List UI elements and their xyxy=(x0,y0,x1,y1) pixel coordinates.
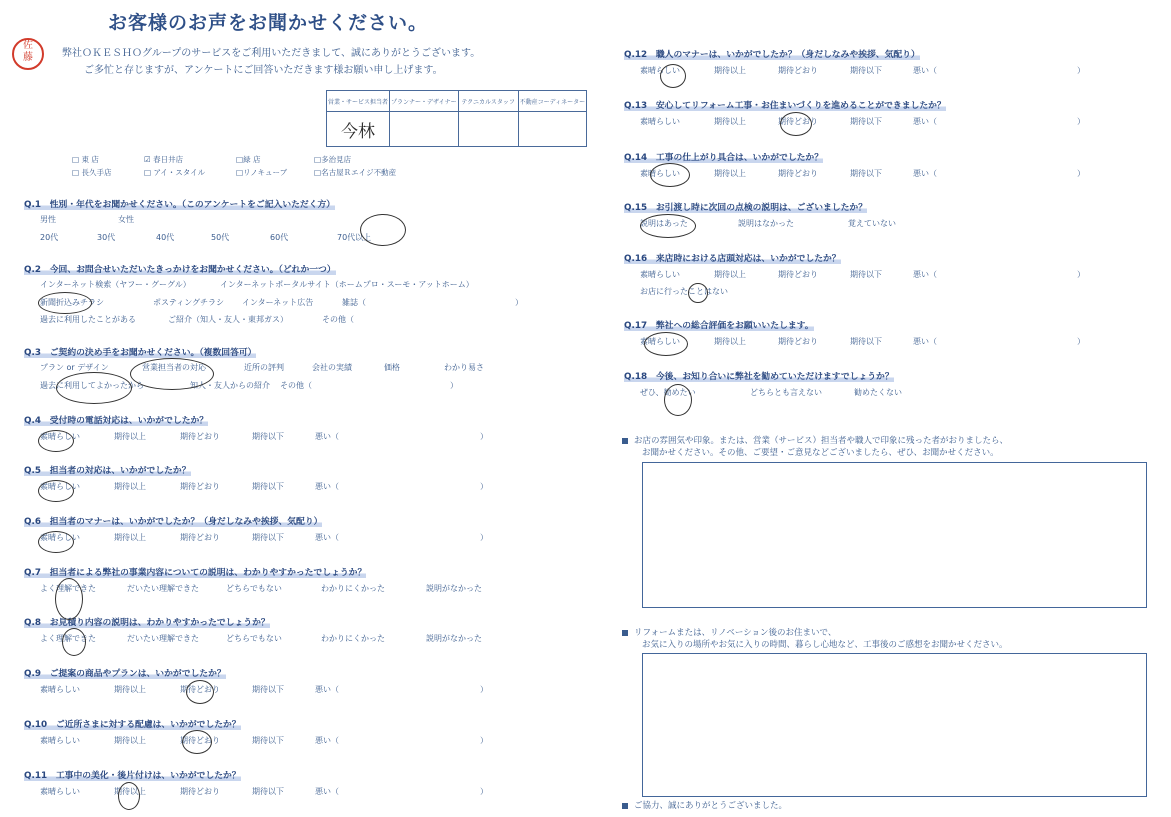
handwritten-circle-mark xyxy=(130,358,214,390)
option[interactable]: プラン or デザイン xyxy=(40,363,109,372)
option[interactable]: インターネット検索（ヤフー・グーグル） xyxy=(40,280,191,289)
store-istyle[interactable]: □ アイ・スタイル xyxy=(144,168,206,177)
option[interactable]: インターネットポータルサイト（ホームプロ・スーモ・アットホーム） xyxy=(220,280,474,289)
option[interactable]: 期待どおり xyxy=(778,117,818,126)
staff-table xyxy=(326,90,587,147)
option[interactable]: 30代 xyxy=(97,233,116,242)
option[interactable]: 過去に利用してよかったから xyxy=(40,381,144,390)
question-14: Q.14 工事の仕上がり具合は、いかがでしたか？ xyxy=(624,153,824,163)
option[interactable]: どちらとも言えない xyxy=(750,388,822,397)
option[interactable]: 期待どおり xyxy=(778,66,818,75)
question-11: Q.11 工事中の美化・後片付けは、いかがでしたか？ xyxy=(24,771,241,781)
option[interactable]: ポスティングチラシ xyxy=(153,298,225,307)
handwritten-circle-mark xyxy=(38,480,74,502)
question-17: Q.17 弊社への総合評価をお願いいたします。 xyxy=(624,321,814,331)
option[interactable]: ） xyxy=(1077,117,1085,126)
option[interactable]: 悪い（ xyxy=(913,169,937,178)
handwritten-circle-mark xyxy=(644,332,688,356)
option[interactable]: 説明はなかった xyxy=(738,219,794,228)
option[interactable]: わかり易さ xyxy=(444,363,484,372)
option[interactable]: その他（ xyxy=(280,381,312,390)
option[interactable]: 悪い（ xyxy=(315,432,339,441)
question-7: Q.7 担当者による弊社の事業内容についての説明は、わかりやすかったでしょうか？ xyxy=(24,568,367,578)
question-4: Q.4 受付時の電話対応は、いかがでしたか？ xyxy=(24,416,209,426)
option[interactable]: 期待以上 xyxy=(114,736,146,745)
page-title: お客様のお声をお聞かせください。 xyxy=(108,12,429,34)
option[interactable]: よく理解できた xyxy=(40,634,96,643)
store-tajimi[interactable]: □多治見店 xyxy=(314,155,352,164)
store-midori[interactable]: □緑 店 xyxy=(236,155,261,164)
option[interactable]: 20代 xyxy=(40,233,59,242)
option[interactable]: 悪い（ xyxy=(315,482,339,491)
handwritten-circle-mark xyxy=(118,782,140,810)
option[interactable]: 悪い（ xyxy=(315,533,339,542)
option[interactable]: ） xyxy=(1077,66,1085,75)
square-bullet-icon xyxy=(622,630,628,636)
option[interactable]: 期待どおり xyxy=(778,169,818,178)
option[interactable]: 素晴らしい xyxy=(40,482,80,491)
question-16: Q.16 来店時における店頭対応は、いかがでしたか？ xyxy=(624,254,841,264)
option[interactable]: ） xyxy=(480,685,488,694)
staff-signature: 今林 xyxy=(341,121,375,142)
question-9: Q.9 ご提案の商品やプランは、いかがでしたか？ xyxy=(24,669,226,679)
question-10: Q.10 ご近所さまに対する配慮は、いかがでしたか？ xyxy=(24,720,241,730)
staff-header-technical: テクニカルスタッフ xyxy=(458,91,518,112)
option[interactable]: 素晴らしい xyxy=(40,533,80,542)
option[interactable]: 40代 xyxy=(156,233,175,242)
option[interactable]: 勧めたくない xyxy=(854,388,902,397)
option[interactable]: 過去に利用したことがある xyxy=(40,315,136,324)
option[interactable]: 悪い（ xyxy=(913,270,937,279)
option[interactable]: 期待以下 xyxy=(850,270,882,279)
store-higashi[interactable]: □ 東 店 xyxy=(72,155,99,164)
option[interactable]: 新聞折込みチラシ xyxy=(40,298,104,307)
handwritten-circle-mark xyxy=(38,292,92,314)
option[interactable]: ） xyxy=(1077,337,1085,346)
option[interactable]: 期待どおり xyxy=(180,533,220,542)
option[interactable]: 期待どおり xyxy=(180,482,220,491)
option[interactable]: 期待以下 xyxy=(252,432,284,441)
option[interactable]: インターネット広告 xyxy=(242,298,314,307)
option[interactable]: 近所の評判 xyxy=(244,363,284,372)
option[interactable]: ） xyxy=(1077,270,1085,279)
handwritten-circle-mark xyxy=(38,531,74,553)
option[interactable]: 期待以下 xyxy=(850,337,882,346)
intro-line-2: ご多忙と存じますが、アンケートにご回答いただきます様お願い申し上げます。 xyxy=(84,65,443,76)
option[interactable]: ） xyxy=(480,533,488,542)
option[interactable]: 期待どおり xyxy=(180,685,220,694)
option[interactable]: 悪い（ xyxy=(315,736,339,745)
store-kasugai[interactable]: ☑ 春日井店 xyxy=(144,155,184,164)
handwritten-circle-mark xyxy=(650,163,690,187)
option[interactable]: 悪い（ xyxy=(315,685,339,694)
option[interactable]: 素晴らしい xyxy=(40,736,80,745)
question-13: Q.13 安心してリフォーム工事・お住まいづくりを進めることができましたか？ xyxy=(624,101,946,111)
option[interactable]: ） xyxy=(515,298,523,307)
option[interactable]: 期待以上 xyxy=(114,432,146,441)
company-seal-stamp: 佐 藤 xyxy=(12,38,44,70)
option[interactable]: 期待以上 xyxy=(114,482,146,491)
option[interactable]: 期待以下 xyxy=(252,533,284,542)
option[interactable]: ） xyxy=(480,482,488,491)
handwritten-circle-mark xyxy=(56,372,132,404)
question-18: Q.18 今後、お知り合いに弊社を勧めていただけますでしょうか？ xyxy=(624,372,894,382)
handwritten-circle-mark xyxy=(360,214,406,246)
option[interactable]: 知人・友人からの紹介 xyxy=(190,381,270,390)
question-2: Q.2 今回、お問合せいただいたきっかけをお聞かせください。（どれか一つ） xyxy=(24,265,336,275)
staff-header-sales: 営業・サービス担当者 xyxy=(327,91,390,112)
option[interactable]: よく理解できた xyxy=(40,584,96,593)
question-12: Q.12 職人のマナーは、いかがでしたか？（身だしなみや挨拶、気配り） xyxy=(624,50,920,60)
option[interactable]: 期待以下 xyxy=(252,736,284,745)
option[interactable]: 悪い（ xyxy=(315,787,339,796)
option[interactable]: 期待どおり xyxy=(180,736,220,745)
option[interactable]: どちらでもない xyxy=(226,634,282,643)
option[interactable]: 期待以下 xyxy=(850,169,882,178)
option[interactable]: 期待以上 xyxy=(714,270,746,279)
option[interactable]: 素晴らしい xyxy=(40,787,80,796)
handwritten-circle-mark xyxy=(38,430,74,452)
handwritten-circle-mark xyxy=(780,112,812,136)
option[interactable]: 期待以下 xyxy=(850,66,882,75)
question-1: Q.1 性別・年代をお聞かせください。（このアンケートをご記入いただく方） xyxy=(24,200,336,210)
option[interactable]: ） xyxy=(480,432,488,441)
option[interactable]: 説明がなかった xyxy=(426,584,482,593)
option[interactable]: 60代 xyxy=(270,233,289,242)
comment-prompt-2: リフォームまたは、リノベーション後のお住まいで、 お気に入りの場所やお気に入りの時間、暮らし心地など、工事後のご感想をお聞かせください。 xyxy=(622,626,1008,650)
option[interactable]: 期待以下 xyxy=(252,787,284,796)
handwritten-circle-mark xyxy=(186,680,214,704)
comment-box-2[interactable] xyxy=(642,653,1147,797)
comment-box-1[interactable] xyxy=(642,462,1147,608)
question-8: Q.8 お見積り内容の説明は、わかりやすかったでしょうか？ xyxy=(24,618,270,628)
option[interactable]: 男性 xyxy=(40,215,56,224)
option[interactable]: 期待以上 xyxy=(714,337,746,346)
option[interactable]: ） xyxy=(1077,169,1085,178)
option[interactable]: だいたい理解できた xyxy=(127,584,199,593)
option[interactable]: 会社の実績 xyxy=(312,363,352,372)
option[interactable]: 女性 xyxy=(118,215,134,224)
option[interactable]: 素晴らしい xyxy=(640,337,680,346)
square-bullet-icon xyxy=(622,803,628,809)
option[interactable]: わかりにくかった xyxy=(321,584,385,593)
staff-header-realestate: 不動産コーディネーター xyxy=(518,91,587,112)
staff-header-planner: プランナー・デザイナー xyxy=(390,91,459,112)
option[interactable]: ） xyxy=(480,736,488,745)
option[interactable]: 素晴らしい xyxy=(640,117,680,126)
option[interactable]: 素晴らしい xyxy=(40,432,80,441)
option[interactable]: わかりにくかった xyxy=(321,634,385,643)
question-15: Q.15 お引渡し時に次回の点検の説明は、ございましたか？ xyxy=(624,203,867,213)
option[interactable]: 素晴らしい xyxy=(640,66,680,75)
comment-prompt-1: お店の雰囲気や印象。または、営業（サービス）担当者や職人で印象に残った者がおりましたら、 お聞かせください。その他、ご要望・ご意見などございましたら、ぜひ、お聞かせください。 xyxy=(622,434,1008,458)
option[interactable]: 説明はあった xyxy=(640,219,688,228)
handwritten-circle-mark xyxy=(55,578,83,620)
store-renocube[interactable]: □リノキューブ xyxy=(236,168,288,177)
store-nagakute[interactable]: □ 長久手店 xyxy=(72,168,112,177)
option[interactable]: ） xyxy=(450,381,458,390)
option[interactable]: 期待以下 xyxy=(252,482,284,491)
option[interactable]: 悪い（ xyxy=(913,66,937,75)
option[interactable]: だいたい理解できた xyxy=(127,634,199,643)
option[interactable]: その他（ xyxy=(322,315,354,324)
intro-line-1: 弊社ＯＫＥＳＨＯグループのサービスをご利用いただきまして、誠にありがとうございます。 xyxy=(62,48,481,59)
option[interactable]: 説明がなかった xyxy=(426,634,482,643)
handwritten-circle-mark xyxy=(182,730,212,754)
option[interactable]: 価格 xyxy=(384,363,400,372)
option[interactable]: 素晴らしい xyxy=(640,169,680,178)
handwritten-circle-mark xyxy=(62,628,86,656)
handwritten-circle-mark xyxy=(660,64,686,88)
store-nagoya-r-age[interactable]: □名古屋Ｒエイジ不動産 xyxy=(314,168,397,177)
option[interactable]: 悪い（ xyxy=(913,337,937,346)
option[interactable]: ぜひ、勧めたい xyxy=(640,388,696,397)
option[interactable]: ） xyxy=(480,787,488,796)
option[interactable]: どちらでもない xyxy=(226,584,282,593)
option[interactable]: 悪い（ xyxy=(913,117,937,126)
option[interactable]: 期待どおり xyxy=(180,432,220,441)
option[interactable]: 期待以上 xyxy=(114,787,146,796)
option[interactable]: 期待以下 xyxy=(252,685,284,694)
option[interactable]: 期待以上 xyxy=(714,169,746,178)
question-3: Q.3 ご契約の決め手をお聞かせください。（複数回答可） xyxy=(24,348,257,358)
option[interactable]: 期待以上 xyxy=(714,66,746,75)
option[interactable]: お店に行ったことはない xyxy=(640,287,728,296)
option[interactable]: 期待以上 xyxy=(714,117,746,126)
question-5: Q.5 担当者の対応は、いかがでしたか？ xyxy=(24,466,191,476)
handwritten-circle-mark xyxy=(640,214,696,238)
footer-thanks: ご協力、誠にありがとうございました。 xyxy=(622,799,787,811)
option[interactable]: 素晴らしい xyxy=(640,270,680,279)
option[interactable]: 期待どおり xyxy=(778,270,818,279)
option[interactable]: 期待どおり xyxy=(180,787,220,796)
question-6: Q.6 担当者のマナーは、いかがでしたか？（身だしなみや挨拶、気配り） xyxy=(24,517,323,527)
option[interactable]: 70代以上 xyxy=(337,233,372,242)
option[interactable]: 覚えていない xyxy=(848,219,896,228)
option[interactable]: 期待以下 xyxy=(850,117,882,126)
option[interactable]: 期待どおり xyxy=(778,337,818,346)
option[interactable]: 素晴らしい xyxy=(40,685,80,694)
option[interactable]: 期待以上 xyxy=(114,685,146,694)
handwritten-circle-mark xyxy=(688,283,708,303)
option[interactable]: 期待以上 xyxy=(114,533,146,542)
square-bullet-icon xyxy=(622,438,628,444)
handwritten-circle-mark xyxy=(664,384,692,416)
option[interactable]: 雑誌（ xyxy=(342,298,366,307)
option[interactable]: ご紹介（知人・友人・東邦ガス） xyxy=(168,315,288,324)
option[interactable]: 営業担当者の対応 xyxy=(142,363,206,372)
option[interactable]: 50代 xyxy=(211,233,230,242)
